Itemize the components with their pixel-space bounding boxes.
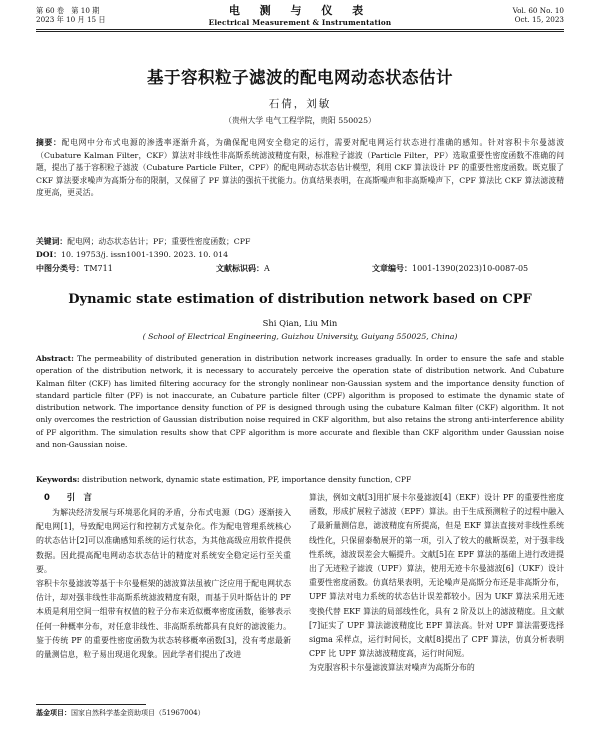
affiliation-cn: （贵州大学 电气工程学院，贵阳 550025） — [224, 116, 376, 125]
footnote-text: 国家自然科学基金资助项目（51967004） — [71, 709, 205, 717]
volume-en: Vol. 60 No. 10 — [512, 6, 564, 15]
doi-label: DOI： — [36, 250, 61, 259]
abstract-cn — [36, 137, 564, 200]
paper-title-cn: 基于容积粒子滤波的配电网动态状态估计 — [147, 68, 453, 87]
body-column-left: 为解决经济发展与环境恶化间的矛盾，分布式电源（DG）逐渐接入配电网[1]，导致配电网运行和控制方式复杂化。作为配电管理系统核心的状态估计[2]可以准确感知系统的运行状态，为其他高级应用软件提供数据。因此提高配电网动态状态估计的精度对系统安全稳定运行至关重要。 容积卡尔曼滤波等基于卡尔曼框架的滤波算法虽被广泛应用于配电网状态估计，却对强非线性非高斯系统滤波精度有限，而基于贝叶斯估计的 PF 本质是利用空间一组带有权值的粒子分布来近似概率密度函数，能够表示任何一种概率分布，对任意非线性、非高斯系统都具有良好的滤波能力。鉴于传统 PF 的重要性密度函数为状态转移概率函数[3]，没有考虑最新的量测信息，粒子易出现退化现象。因此学者们提出了改进 — [36, 508, 291, 660]
doi-text: 10. 19753/j. issn1001-1390. 2023. 10. 014 — [61, 250, 229, 259]
article-label: 文章编号： — [372, 263, 412, 273]
abstract-cn-text: 配电网中分布式电源的渗透率逐渐升高，为确保配电网安全稳定的运行，需要对配电网运行状态进行准确的感知。针对容积卡尔曼滤波（Cubature Kalman Filter，CKF）算法对非线性非高斯系统滤波精度有限，标准粒子滤波（Particle Filter，PF）选取重要性密度函数不准确的问题，提出了基于容积粒子滤波（Cubature Particle Filter，CPF）的配电网动态状态估计模型，利用 CKF 算法设计 PF 的重要性密度函数。既克服了 CKF 算法要求噪声为高斯分布的限制，又保留了 PF 算法的强抗干扰能力。仿真结果表明，在高斯噪声和非高斯噪声下，CPF 算法比 CKF 算法滤波精度更高，更灵活。 — [36, 138, 565, 197]
header-center — [150, 2, 450, 27]
authors-en: Shi Qian, Liu Min — [262, 318, 338, 328]
funding-footnote — [36, 708, 291, 718]
header-rule-thin — [36, 31, 564, 32]
footnote-label: 基金项目： — [36, 708, 71, 717]
abstract-cn-label: 摘要： — [36, 138, 62, 147]
volume-cn: 第 60 卷 第 10 期 — [36, 6, 100, 15]
keywords-en — [36, 474, 564, 487]
journal-name-cn: 电 测 与 仪 表 — [228, 4, 372, 17]
doi — [36, 249, 564, 262]
clc-value: TM711 — [84, 264, 113, 273]
keywords-en-text: distribution network, dynamic state estimation, PF, importance density function, CPF — [82, 475, 412, 484]
abstract-en-label: Abstract: — [36, 354, 74, 363]
keywords-cn-text: 配电网；动态状态估计；PF；重要性密度函数；CPF — [67, 237, 251, 246]
paper-title-en: Dynamic state estimation of distribution network based on CPF — [68, 292, 532, 307]
date-cn: 2023 年 10 月 15 日 — [36, 15, 106, 24]
keywords-cn — [36, 236, 564, 249]
header-left — [36, 6, 106, 24]
header-rule — [36, 29, 564, 30]
section-number: 0 — [44, 492, 50, 502]
header-right — [513, 6, 564, 24]
abstract-en-text: The permeability of distributed generation in distribution network increases gradually. In order to ensure the safe and stable operation of the distribution network, it is necessary to accurately perceive the operation state of distribution network. And Cubature Kalman filter (CKF) has limited filtering accuracy for the strongly nonlinear non-Gaussian system and the importance density function of standard particle filter (PF) is not inaccurate, an Cubature particle filter (CPF) algorithm is proposed to estimate the dynamic state of distribution network. The importance density function of PF is designed through using the cubature Kalman filter (CKF) algorithm. It not only overcomes the restriction of Gaussian distribution noise required in CKF algorithm, but also retains the strong anti-interference ability of PF algorithm. The simulation results show that CPF algorithm is more accurate and flexible than CKF algorithm under Gaussian noise and non-Gaussian noise. — [36, 354, 564, 450]
document-code — [216, 263, 270, 274]
section-title: 引 言 — [66, 492, 92, 502]
authors-cn: 石倩，刘敏 — [268, 98, 332, 110]
abstract-en — [36, 353, 564, 451]
keywords-cn-label: 关键词： — [36, 237, 68, 246]
clc-number — [36, 263, 113, 274]
date-en: Oct. 15, 2023 — [514, 15, 564, 24]
footnote-rule — [36, 704, 146, 705]
doc-label: 文献标识码： — [216, 263, 264, 273]
article-value: 1001-1390(2023)10-0087-05 — [412, 264, 529, 273]
body-column-right: 算法，例如文献[3]用扩展卡尔曼滤波[4]（EKF）设计 PF 的重要性密度函数，形成扩展粒子滤波（EPF）算法。由于生成预测粒子的过程中融入了最新量测信息，滤波精度有所提高，但是 EKF 算法直接对非线性系统线性化，只保留泰勒展开的第一项，引入了较大的截断误差，对于强非线性系统，滤波误差会大幅提升。文献[5]在 EPF 算法的基础上进行改进提出了无迹粒子滤波（UPF）算法，使用无迹卡尔曼滤波[6]（UKF）设计重要性密度函数。仿真结果表明，无论噪声是高斯分布还是非高斯分布，UPF 算法对电力系统的状态估计误差都较小。因为 UKF 算法采用无迹变换代替 EKF 算法的局部线性化，具有 2 阶及以上的滤波精度。且文献[7]证实了 UPF 算法滤波精度比 EPF 算法高。针对 UPF 算法需要选择 sigma 采样点，运行时间长，文献[8]提出了 CPF 算法，仿真分析表明 CPF 比 UPF 算法滤波精度高，运行时间短。 为克服容积卡尔曼滤波算法对噪声为高斯分布的 — [309, 493, 564, 673]
journal-name-en: Electrical Measurement & Instrumentation — [208, 18, 392, 27]
clc-label: 中图分类号： — [36, 263, 84, 273]
keywords-en-label: Keywords: — [36, 475, 80, 484]
article-number — [372, 263, 528, 274]
section-heading — [44, 491, 92, 503]
doc-value: A — [264, 264, 270, 273]
affiliation-en: ( School of Electrical Engineering, Guizhou University, Guiyang 550025, China) — [142, 332, 458, 341]
